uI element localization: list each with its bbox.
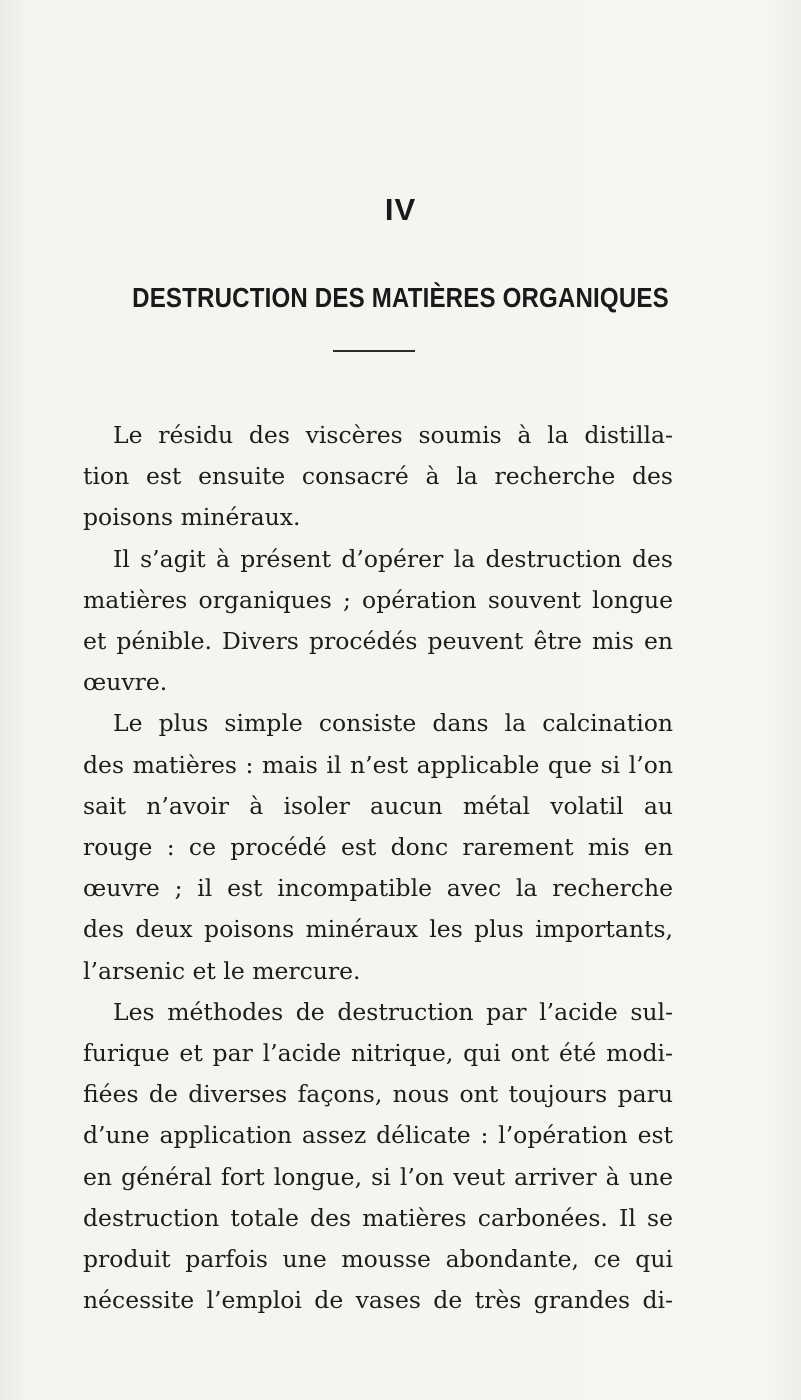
title-divider <box>333 350 415 352</box>
paragraph-2 <box>83 539 673 704</box>
text-line: Le résidu des viscères soumis à la distilla- <box>113 421 673 449</box>
text-line: œuvre. <box>83 668 168 697</box>
paragraph-4 <box>83 992 673 1322</box>
text-line: et pénible. Divers procédés peuvent être mis en <box>83 627 673 656</box>
paragraph-3 <box>83 703 673 991</box>
text-line: en général fort longue, si l’on veut arriver à une <box>83 1162 673 1191</box>
text-line: fiées de diverses façons, nous ont toujours paru <box>83 1080 673 1109</box>
text-line: œuvre ; il est incompatible avec la recherche <box>83 874 673 903</box>
text-line: des deux poisons minéraux les plus importants, <box>83 915 673 944</box>
chapter-number: IV <box>384 192 417 227</box>
paragraph-1 <box>83 415 673 539</box>
text-line: Il s’agit à présent d’opérer la destruction des <box>113 544 673 573</box>
text-line: matières organiques ; opération souvent longue <box>83 585 673 614</box>
text-line: Les méthodes de destruction par l’acide sul- <box>113 997 673 1026</box>
text-line: des matières : mais il n’est applicable que si l’on <box>83 750 673 779</box>
chapter-title: DESTRUCTION DES MATIÈRES ORGANIQUES <box>132 282 669 313</box>
text-line: produit parfois une mousse abondante, ce qui <box>83 1245 673 1274</box>
text-line: d’une application assez délicate : l’opération est <box>83 1121 673 1150</box>
text-line: destruction totale des matières carbonées. Il se <box>83 1203 673 1232</box>
text-line: Le plus simple consiste dans la calcination <box>113 709 673 738</box>
text-line: l’arsenic et le mercure. <box>83 956 361 985</box>
text-line: nécessite l’emploi de vases de très grandes di- <box>83 1286 673 1315</box>
text-line: sait n’avoir à isoler aucun métal volatil au <box>83 791 673 820</box>
body-text <box>83 415 673 1321</box>
text-line: poisons minéraux. <box>83 503 301 532</box>
text-line: rouge : ce procédé est donc rarement mis en <box>83 833 673 862</box>
text-line: tion est ensuite consacré à la recherche des <box>83 462 673 491</box>
text-line: furique et par l’acide nitrique, qui ont été modi- <box>83 1039 673 1068</box>
